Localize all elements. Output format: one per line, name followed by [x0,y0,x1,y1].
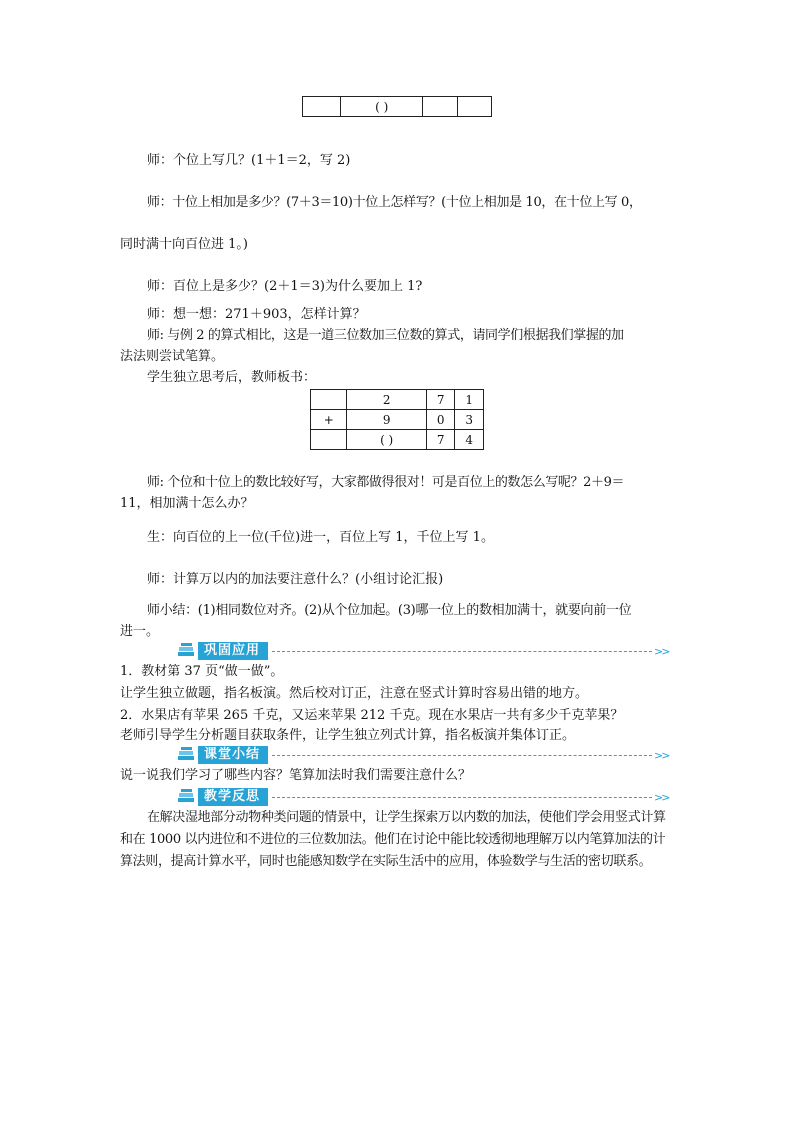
section-title: 教学反思 [198,788,268,806]
table-cell: 1 [455,390,484,410]
dialogue-line: 法法则尝试笔算。 [120,349,225,364]
table-row [311,410,484,430]
table-cell: + [311,410,347,430]
book-stack-icon [176,788,196,806]
list-item: 2．水果店有苹果 265 千克，又运来苹果 212 千克。现在水果店一共有多少千克苹果？ [120,708,624,723]
list-item: 老师引导学生分析题目获取条件，让学生独立列式计算，指名板演并集体订正。 [120,728,576,743]
divider [272,651,652,652]
section-title: 巩固应用 [198,642,268,660]
dialogue-line: 学生独立思考后，教师板书： [147,370,317,385]
book-stack-icon [176,746,196,764]
list-item: 1．教材第 37 页“做一做”。 [120,664,284,679]
table-row [303,97,492,117]
table-cell: 3 [455,410,484,430]
table-cell: ( ) [341,97,423,117]
table-cell: 4 [455,430,484,450]
dialogue-line: 师：计算万以内的加法要注意什么？(小组讨论汇报) [147,572,444,587]
table-cell: 9 [347,410,426,430]
table-cell: ( ) [347,430,426,450]
partial-place-value-table [302,96,492,117]
divider [272,755,652,756]
dialogue-line: 同时满十向百位进 1。) [120,237,248,252]
table-row [311,430,484,450]
book-stack-icon [176,642,196,660]
vertical-addition-table [310,389,484,450]
table-cell [311,430,347,450]
dialogue-line: 师：十位上相加是多少？(7＋3＝10)十位上怎样写？(十位上相加是 10，在十位上写 0， [147,195,642,210]
table-cell [423,97,457,117]
dialogue-line: 师：想一想：271＋903，怎样计算？ [147,307,366,322]
section-banner-consolidation [176,641,668,661]
table-cell [311,390,347,410]
table-row [311,390,484,410]
divider [272,797,652,798]
dialogue-line: 师小结：(1)相同数位对齐。(2)从个位加起。(3)哪一位上的数相加满十，就要向前一位 [147,603,632,618]
section-banner-reflection [176,787,668,807]
chevron-right-icon: >> [654,644,669,658]
summary-text: 说一说我们学习了哪些内容？笔算加法时我们需要注意什么？ [120,768,472,783]
dialogue-line: 生：向百位的上一位(千位)进一，百位上写 1，千位上写 1。 [147,530,494,545]
chevron-right-icon: >> [654,748,669,762]
section-title: 课堂小结 [198,746,268,764]
reflection-paragraph: 在解决湿地部分动物种类问题的情景中，让学生探索万以内数的加法，使他们学会用竖式计算和在 1000 以内进位和不进位的三位数加法。他们在讨论中能比较透彻地理解万以内笔算加法的计算法则，提高计算水平，同时也能感知数学在实际生活中的应用，体验数学与生活的密切联系。 [120,810,666,869]
dialogue-line: 师: 与例 2 的算式相比，这是一道三位数加三位数的算式，请同学们根据我们掌握的加 [147,328,624,343]
list-item: 让学生独立做题，指名板演。然后校对订正，注意在竖式计算时容易出错的地方。 [120,686,589,701]
section-banner-summary [176,745,668,765]
table-cell: 2 [347,390,426,410]
table-cell: 7 [426,390,455,410]
dialogue-line: 师：百位上是多少？(2＋1＝3)为什么要加上 1? [147,279,423,294]
table-cell [303,97,341,117]
dialogue-line: 进一。 [120,624,160,639]
dialogue-line: 11，相加满十怎么办？ [120,496,254,511]
table-cell [457,97,491,117]
chevron-right-icon: >> [654,790,669,804]
dialogue-line: 师：个位上写几？(1＋1＝2，写 2) [147,153,351,168]
table-cell: 0 [426,410,455,430]
dialogue-line: 师: 个位和十位上的数比较好写，大家都做得很对！可是百位上的数怎么写呢？2＋9＝ [147,475,625,490]
table-cell: 7 [426,430,455,450]
